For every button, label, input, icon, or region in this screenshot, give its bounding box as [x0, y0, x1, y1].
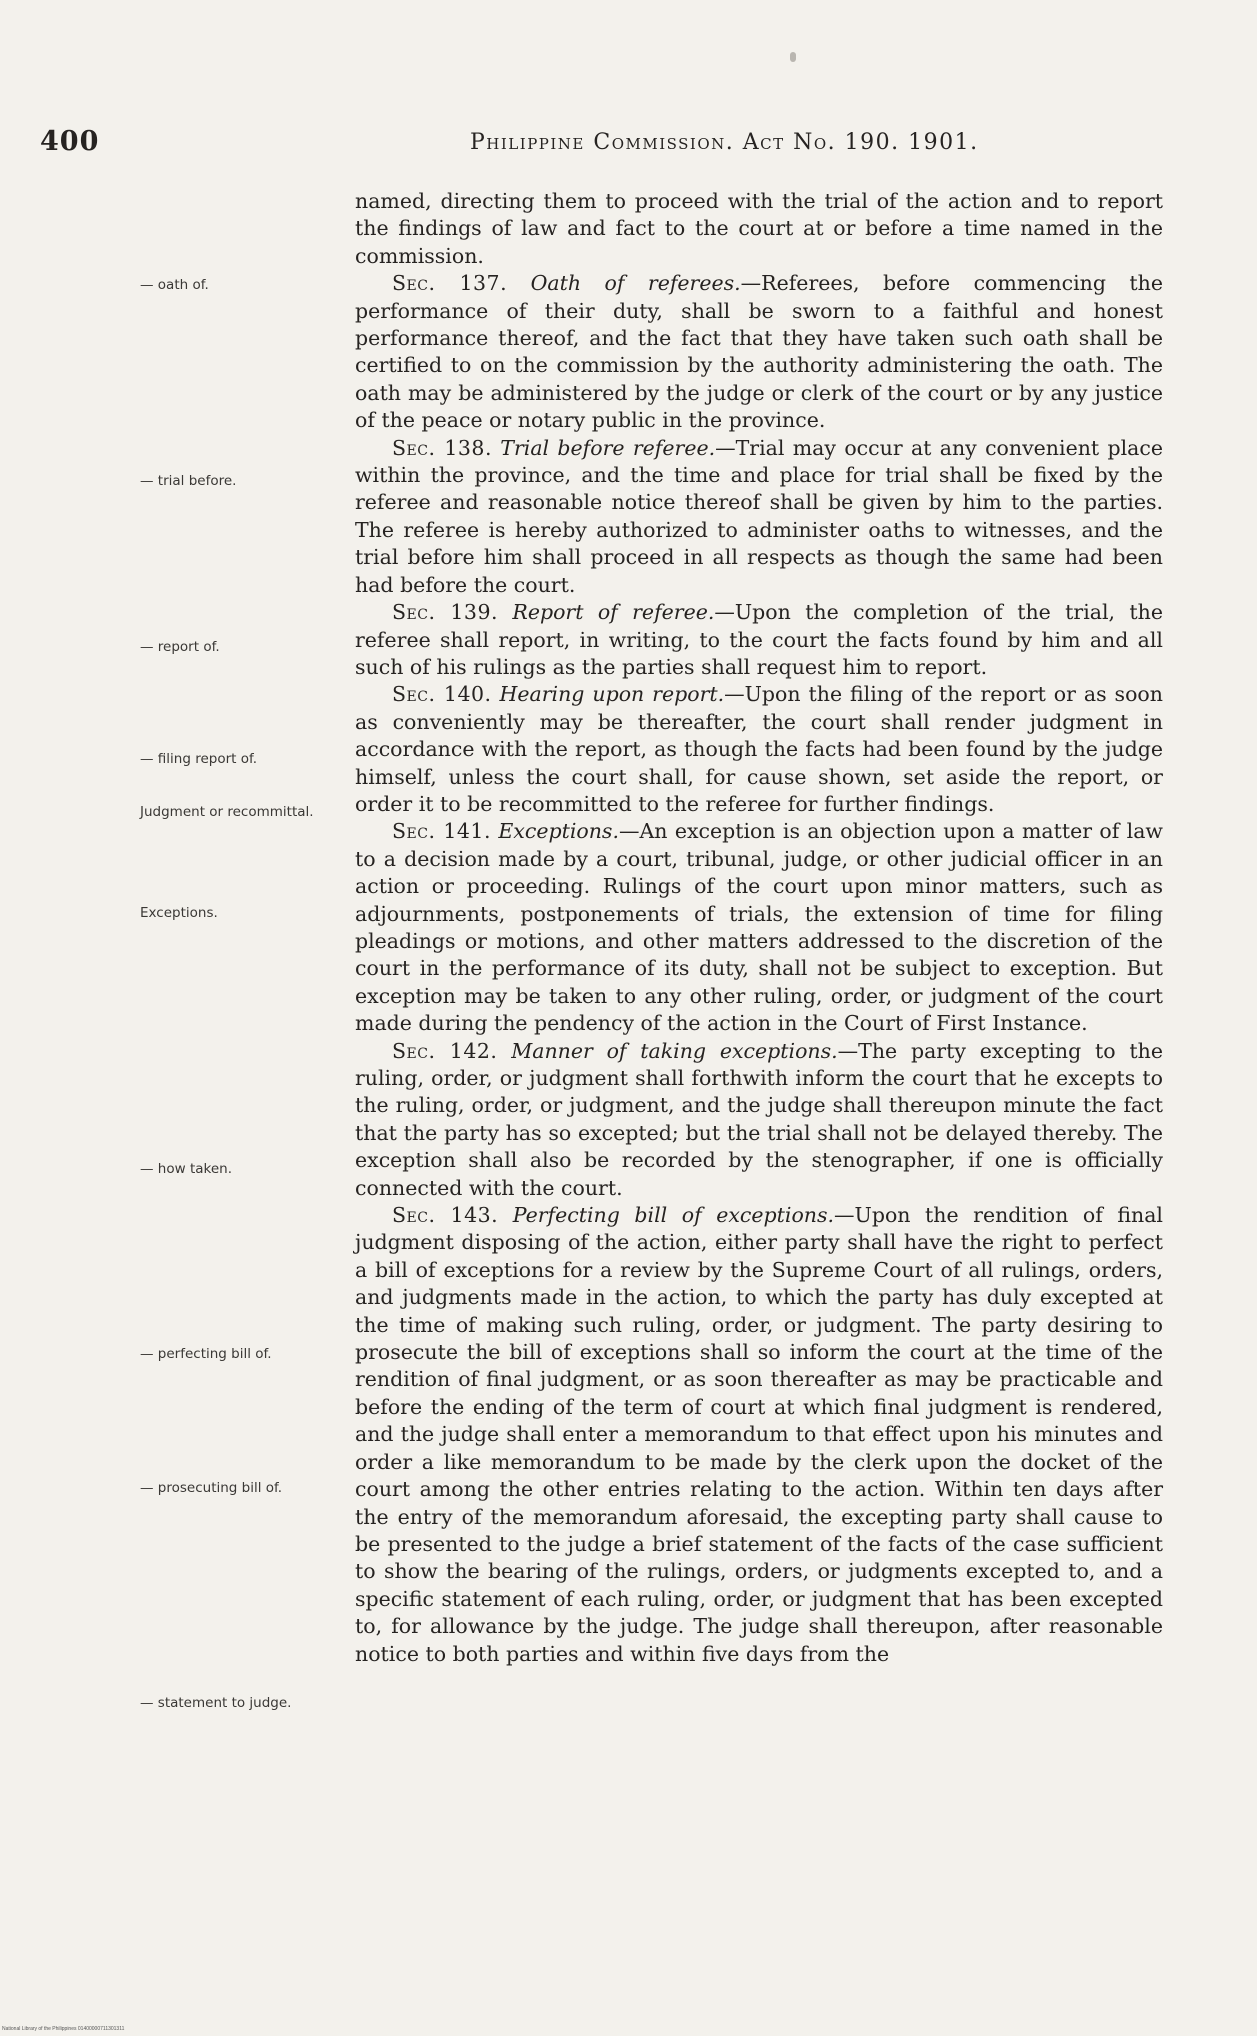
section-title: Hearing upon report. — [499, 682, 725, 707]
paragraph-continuation: named, directing them to proceed with the trial of the action and to report the findings of law and fact to the court at or before a time named in the commission. — [355, 189, 1163, 268]
section-text: —Trial may occur at any convenient place within the province, and the time and place for trial shall be fixed by the referee and reasonable notice thereof shall be given by him to the parties. The referee is hereby authorized to administer oaths to witnesses, and the trial before him shall proceed in all respects as though the same had been had before the court. — [355, 435, 1163, 597]
margin-note-statement-judge: — statement to judge. — [140, 1695, 292, 1711]
section-140 — [355, 681, 1163, 818]
section-138 — [355, 435, 1163, 599]
section-title: Report of referee. — [512, 600, 715, 625]
section-137 — [355, 270, 1163, 434]
section-143 — [355, 1202, 1163, 1668]
section-139 — [355, 599, 1163, 681]
scan-credit: National Library of the Philippines 01400000711301311 — [2, 2026, 125, 2032]
section-text: —Upon the filing of the report or as soon as conveniently may be thereafter, the court shall render judgment in accordance with the report, as though the facts had been found by the judge himself, unless the court shall, for cause shown, set aside the report, or order it to be recommitted to the referee for further findings. — [355, 682, 1163, 816]
section-number: Sec. 139. — [392, 600, 499, 625]
section-text: —Upon the completion of the trial, the referee shall report, in writing, to the court the facts found by him and all such of his rulings as the parties shall request him to report. — [355, 600, 1163, 679]
section-title: Perfecting bill of exceptions. — [512, 1203, 835, 1228]
section-number: Sec. 137. — [392, 271, 508, 296]
margin-note-exceptions: Exceptions. — [140, 905, 218, 921]
section-number: Sec. 140. — [392, 682, 492, 707]
running-head: Philippine Commission. Act No. 190. 1901. — [470, 130, 979, 155]
page-number: 400 — [40, 126, 100, 157]
body-text — [355, 188, 1163, 1668]
section-text: —The party excepting to the ruling, order, or judgment shall forthwith inform the court that he excepts to the ruling, order, or judgment, and the judge shall thereupon minute the fact that the party has so excepted; but the trial shall not be delayed thereby. The exception shall also be recorded by the stenographer, if one is officially connected with the court. — [355, 1038, 1163, 1200]
section-number: Sec. 141. — [392, 819, 491, 844]
section-141 — [355, 818, 1163, 1037]
margin-note-how-taken: — how taken. — [140, 1161, 232, 1177]
section-text: —An exception is an objection upon a matter of law to a decision made by a court, tribunal, judge, or other judicial officer in an action or proceeding. Rulings of the court upon minor matters, such as adjournments, postponements of trials, the extension of time for filing pleadings or motions, and other matters addressed to the discretion of the court in the performance of its duty, shall not be subject to exception. But exception may be taken to any other ruling, order, or judgment of the court made during the pendency of the action in the Court of First Instance. — [355, 819, 1163, 1036]
section-title: Exceptions. — [498, 819, 619, 844]
section-number: Sec. 143. — [392, 1203, 499, 1228]
section-text: —Upon the rendition of final judgment disposing of the action, either party shall have the right to perfect a bill of exceptions for a review by the Supreme Court of all rulings, orders, and judgments made in the action, to which the party has duly excepted at the time of making such ruling, order, or judgment. The party desiring to prosecute the bill of exceptions shall so inform the court at the time of the rendition of final judgment, or as soon thereafter as may be practicable and before the ending of the term of court at which final judgment is rendered, and the judge shall enter a memorandum to that effect upon his minutes and order a like memorandum to be made by the clerk upon the docket of the court among the other entries relating to the action. Within ten days after the entry of the memorandum aforesaid, the excepting party shall cause to be presented to the judge a brief statement of the facts of the case sufficient to show the bearing of the rulings, orders, or judgments excepted to, and a specific statement of each ruling, order, or judgment that has been excepted to, for allowance by the judge. The judge shall thereupon, after reasonable notice to both parties and within five days from the — [355, 1203, 1163, 1666]
section-text: —Referees, before commencing the performance of their duty, shall be sworn to a faithful and honest performance thereof, and the fact that they have taken such oath shall be certified to on the commission by the authority administering the oath. The oath may be administered by the judge or clerk of the court or by any justice of the peace or notary public in the province. — [355, 271, 1164, 433]
margin-note-trial: — trial before. — [140, 473, 237, 489]
section-number: Sec. 138. — [392, 435, 492, 460]
margin-note-oath: — oath of. — [140, 277, 209, 293]
margin-note-judgment-recommittal: Judgment or recommittal. — [140, 804, 314, 820]
margin-note-prosecuting-bill: — prosecuting bill of. — [140, 1480, 283, 1496]
section-142 — [355, 1038, 1163, 1202]
margin-note-perfecting-bill: — perfecting bill of. — [140, 1346, 272, 1362]
speck-top — [790, 52, 796, 62]
section-number: Sec. 142. — [392, 1038, 498, 1063]
section-title: Manner of taking exceptions. — [511, 1038, 838, 1063]
section-title: Oath of referees. — [530, 271, 741, 296]
section-title: Trial before referee. — [500, 435, 716, 460]
margin-note-filing-report: — filing report of. — [140, 751, 258, 767]
margin-note-report: — report of. — [140, 639, 220, 655]
